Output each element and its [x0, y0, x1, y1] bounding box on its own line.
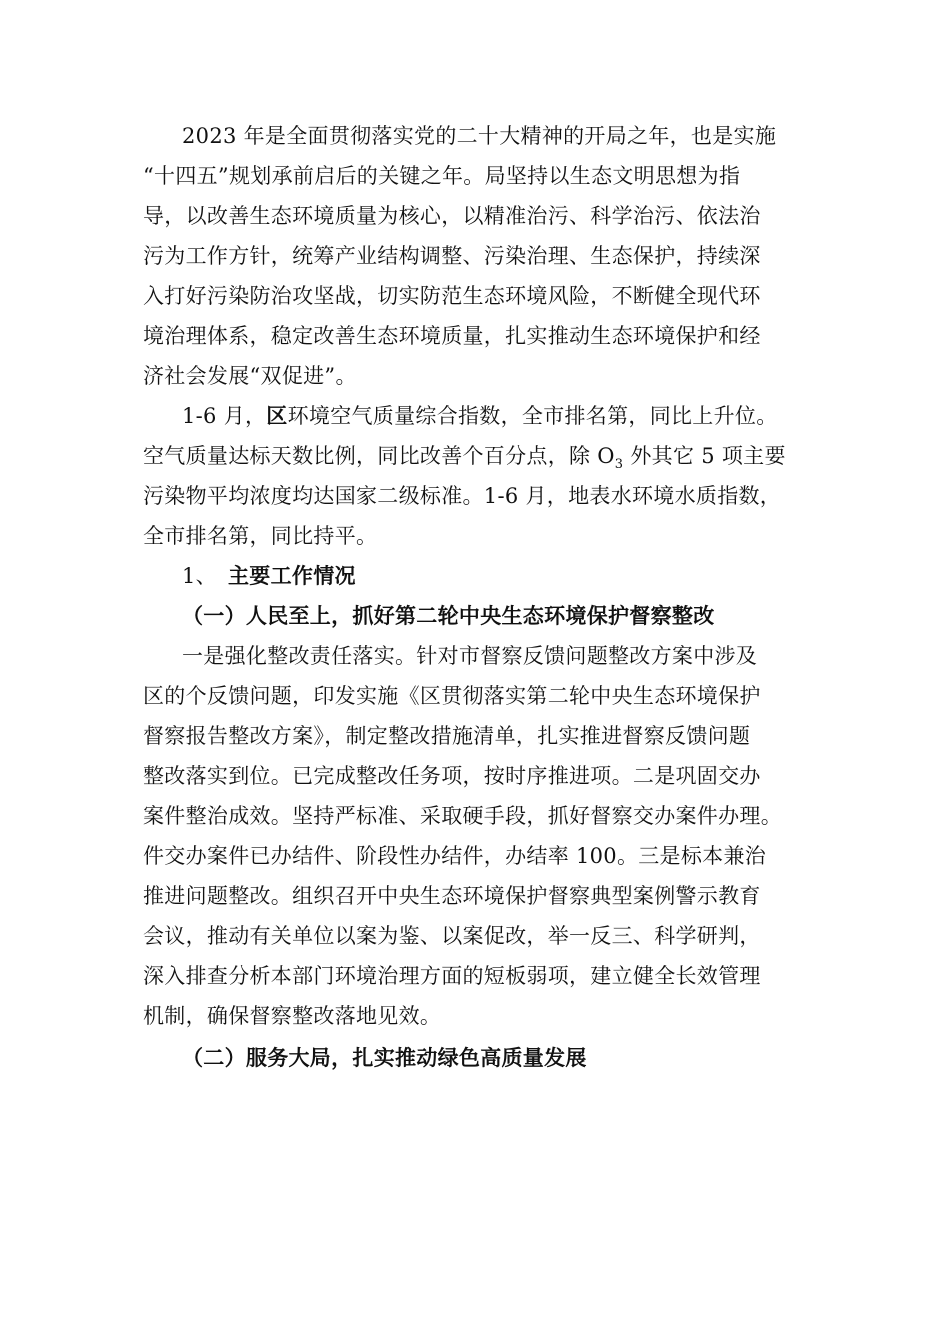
- section-number: 1、: [182, 564, 217, 588]
- subsection-1-line-9: 深入排查分析本部门环境治理方面的短板弱项，建立健全长效管理: [143, 964, 761, 988]
- air-quality-line-1: [182, 398, 778, 434]
- air-quality-ranking: 环境空气质量综合指数，全市排名第，同比上升位。: [287, 404, 778, 428]
- intro-line-1: 2023 年是全面贯彻落实党的二十大精神的开局之年，也是实施: [182, 124, 777, 148]
- intro-line-2: “十四五”规划承前启后的关键之年。局坚持以生态文明思想为指: [143, 164, 741, 188]
- district-label: 区: [266, 403, 288, 428]
- air-quality-date: 1-6 月，: [182, 404, 267, 428]
- subsection-1-line-1: 一是强化整改责任落实。针对市督察反馈问题整改方案中涉及: [182, 644, 758, 668]
- ozone-subscript: 3: [614, 457, 624, 473]
- subsection-2-title: （二）服务大局，扎实推动绿色高质量发展: [182, 1045, 587, 1070]
- subsection-1-line-6: 件交办案件已办结件、阶段性办结件，办结率 100。三是标本兼治: [143, 844, 767, 868]
- intro-line-3: 导，以改善生态环境质量为核心，以精准治污、科学治污、依法治: [143, 204, 761, 228]
- air-quality-line-2: [143, 438, 786, 474]
- section-heading: [182, 558, 356, 594]
- subsection-1-title: （一）人民至上，抓好第二轮中央生态环境保护督察整改: [182, 603, 715, 628]
- subsection-1-line-5: 案件整治成效。坚持严标准、采取硬手段，抓好督察交办案件办理。: [143, 804, 782, 828]
- subsection-1-line-4: 整改落实到位。已完成整改任务项，按时序推进项。二是巩固交办: [143, 764, 761, 788]
- intro-line-4: 污为工作方针，统筹产业结构调整、污染治理、生态保护，持续深: [143, 244, 761, 268]
- subsection-1-line-7: 推进问题整改。组织召开中央生态环境保护督察典型案例警示教育: [143, 884, 761, 908]
- air-quality-line-4: 全市排名第，同比持平。: [143, 524, 378, 548]
- subsection-1-line-2: 区的个反馈问题，印发实施《区贯彻落实第二轮中央生态环境保护: [143, 684, 761, 708]
- subsection-1-line-3: 督察报告整改方案》，制定整改措施清单，扎实推进督察反馈问题: [143, 724, 751, 748]
- subsection-1-line-8: 会议，推动有关单位以案为鉴、以案促改，举一反三、科学研判，: [143, 924, 761, 948]
- air-quality-line-3: 污染物平均浓度均达国家二级标准。1-6 月，地表水环境水质指数，: [143, 484, 782, 508]
- intro-line-5: 入打好污染防治攻坚战，切实防范生态环境风险，不断健全现代环: [143, 284, 761, 308]
- intro-line-6: 境治理体系，稳定改善生态环境质量，扎实推动生态环境保护和经: [143, 324, 761, 348]
- subsection-1-line-10: 机制，确保督察整改落地见效。: [143, 1004, 442, 1028]
- section-title: 主要工作情况: [228, 563, 356, 588]
- intro-line-7: 济社会发展“双促进”。: [143, 364, 357, 388]
- pollutant-count: 外其它 5 项主要: [623, 444, 786, 468]
- air-quality-ratio: 空气质量达标天数比例，同比改善个百分点，除 O: [143, 444, 615, 468]
